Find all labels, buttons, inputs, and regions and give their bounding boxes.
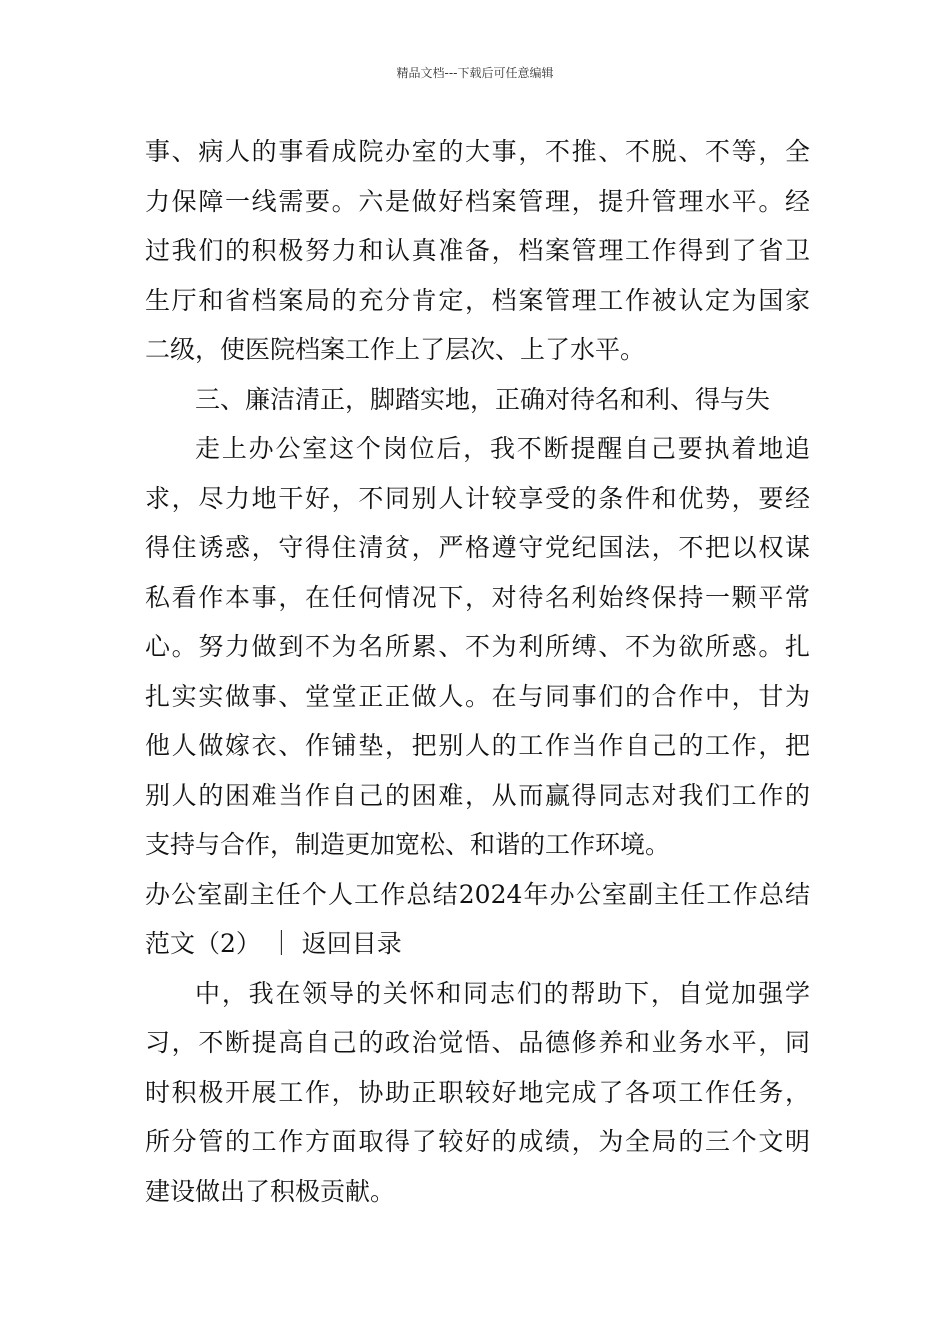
text-line: 支持与合作，制造更加宽松、和谐的工作环境。 (145, 830, 671, 859)
text-line: 建设做出了积极贡献。 (145, 1176, 396, 1206)
page-header: 精品文档---下载后可任意编辑 (396, 66, 554, 80)
text-line: 心。努力做到不为名所累、不为利所缚、不为欲所惑。扎 (145, 632, 810, 661)
text-line: 私看作本事，在任何情况下，对待名利始终保持一颗平常 (145, 582, 810, 612)
article-title: 办公室副主任个人工作总结2024年办公室副主任工作总结 (145, 879, 810, 909)
text-line: 事、病人的事看成院办室的大事，不推、不脱、不等，全 (145, 137, 810, 166)
text-line: 二级，使医院档案工作上了层次、上了水平。 (145, 335, 646, 364)
text-line: 过我们的积极努力和认真准备，档案管理工作得到了省卫 (145, 236, 810, 265)
document-body (145, 127, 810, 1216)
text-line: 力保障一线需要。六是做好档案管理，提升管理水平。经 (145, 186, 810, 216)
text-line: 他人做嫁衣、作铺垫，把别人的工作当作自己的工作，把 (145, 731, 810, 760)
back-to-contents-link[interactable]: 范文（2） ｜ 返回目录 (145, 929, 402, 958)
text-line: 走上办公室这个岗位后，我不断提醒自己要执着地追 (195, 434, 810, 463)
text-line: 别人的困难当作自己的困难，从而赢得同志对我们工作的 (145, 780, 810, 810)
text-line: 求，尽力地干好，不同别人计较享受的条件和优势，要经 (145, 483, 810, 513)
text-line: 扎实实做事、堂堂正正做人。在与同事们的合作中，甘为 (145, 681, 810, 711)
text-line: 中，我在领导的关怀和同志们的帮助下，自觉加强学 (195, 978, 810, 1008)
text-line: 时积极开展工作，协助正职较好地完成了各项工作任务， (145, 1077, 810, 1107)
text-line: 生厅和省档案局的充分肯定，档案管理工作被认定为国家 (145, 285, 810, 315)
section-heading: 三、廉洁清正，脚踏实地，正确对待名和利、得与失 (195, 384, 771, 414)
text-line: 得住诱惑，守得住清贫，严格遵守党纪国法，不把以权谋 (145, 533, 810, 562)
text-line: 所分管的工作方面取得了较好的成绩，为全局的三个文明 (145, 1127, 810, 1156)
text-line: 习，不断提高自己的政治觉悟、品德修养和业务水平，同 (145, 1028, 810, 1057)
